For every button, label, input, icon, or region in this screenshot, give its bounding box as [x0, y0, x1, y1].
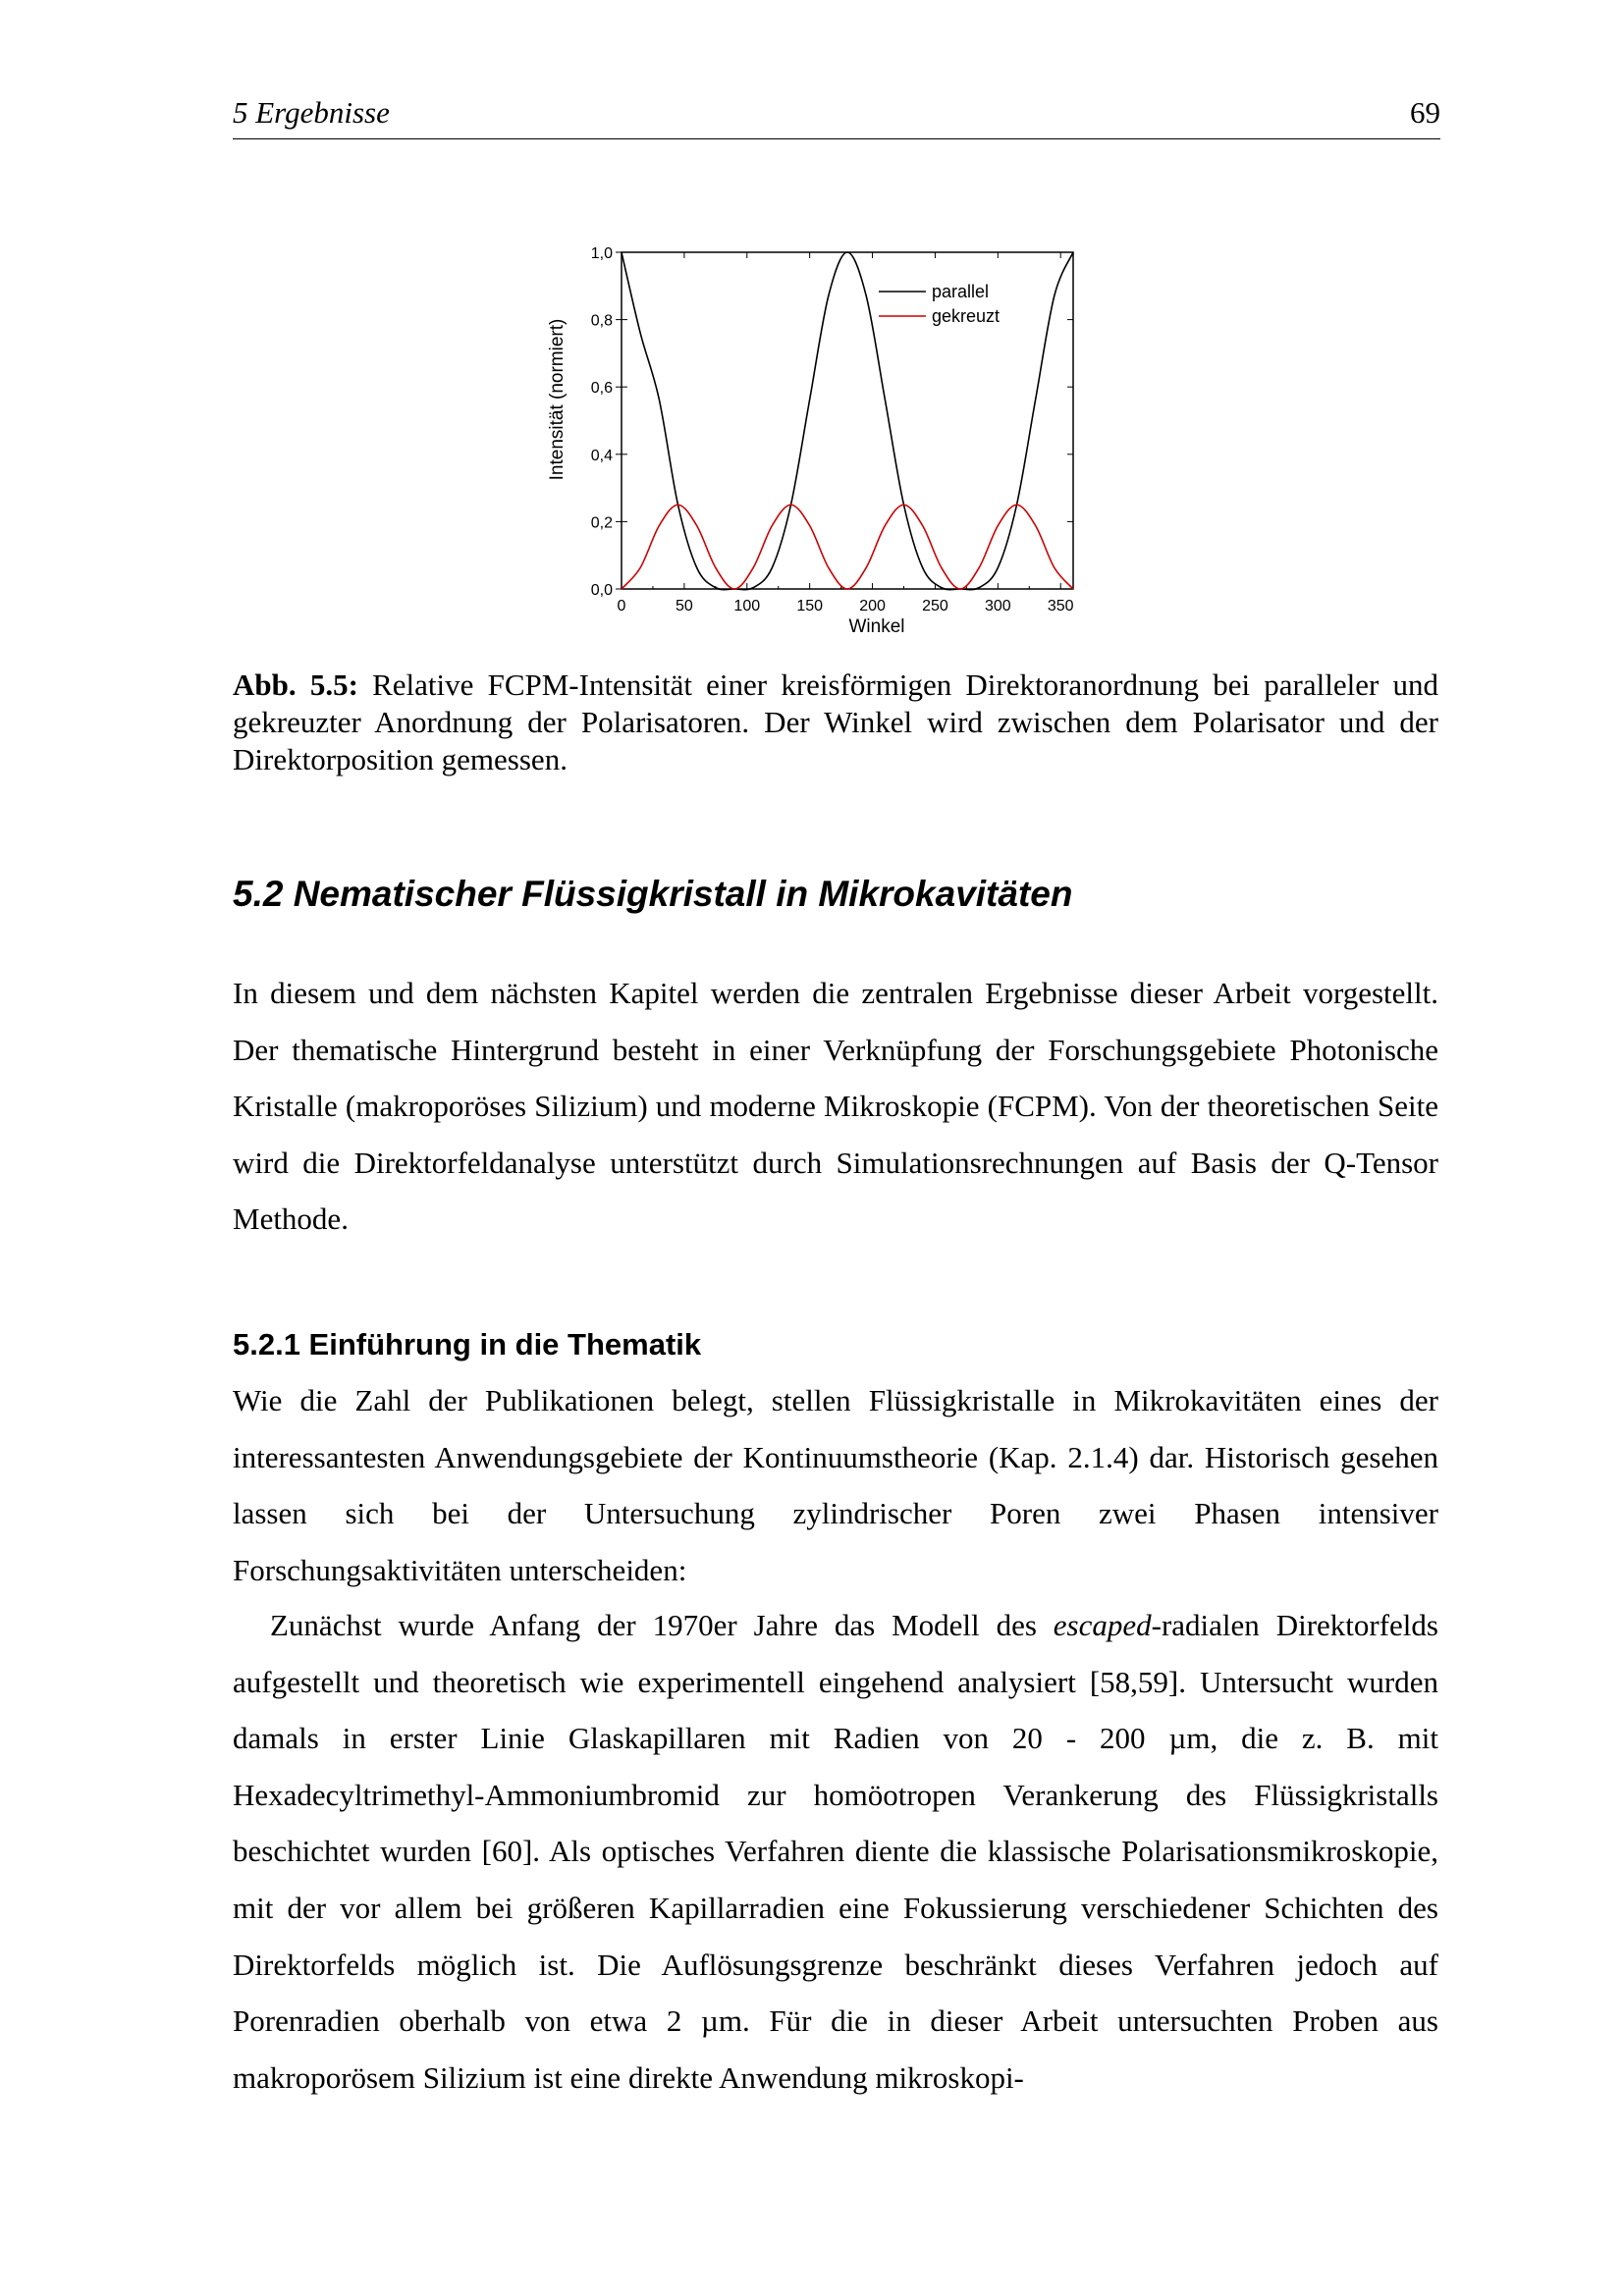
caption-label: Abb. 5.5:	[233, 667, 358, 702]
figure-caption	[233, 667, 1438, 778]
paragraph-2-italic-term: escaped	[1053, 1608, 1152, 1642]
x-axis-label: Winkel	[848, 616, 905, 637]
y-tick-label: 1,0	[590, 245, 613, 262]
x-tick-label: 0	[617, 598, 626, 614]
paragraph-2-start: Zunächst wurde Anfang der 1970er Jahre das Modell des	[270, 1608, 1054, 1642]
series-line-parallel	[622, 252, 1073, 590]
x-tick-label: 200	[859, 598, 886, 614]
page-number: 69	[1410, 95, 1440, 130]
x-tick-label: 250	[922, 598, 948, 614]
caption-text: Relative FCPM-Intensität einer kreisförmigen Direktoranordnung bei paralleler und gekreuzter Anordnung der Polarisatoren. Der Winkel wird zwischen dem Polarisator und der Direktorposition gemessen.	[233, 667, 1438, 776]
paragraph-2-rest: -radialen Direktorfelds aufgestellt und theoretisch wie experimentell eingehend analysiert [58,59]. Untersucht wurden damals in erster Linie Glaskapillaren mit Radien von 20 - 200 µm, die z. B. mit Hexadecyltrimethyl-Ammoniumbromid zur homöotropen Verankerung des Flüssigkristalls beschichtet wurden [60]. Als optisches Verfahren diente die klassische Polarisationsmikroskopie, mit der vor allem bei größeren Kapillarradien eine Fokussierung verschiedener Schichten des Direktorfelds möglich ist. Die Auflösungsgrenze beschränkt dieses Verfahren jedoch auf Porenradien oberhalb von etwa 2 µm. Für die in dieser Arbeit untersuchten Proben aus makroporösem Silizium ist eine direkte Anwendung mikroskopi-	[233, 1608, 1438, 2095]
running-header	[233, 93, 1440, 139]
y-tick-label: 0,8	[590, 312, 613, 330]
body-paragraph-1: Wie die Zahl der Publikationen belegt, stellen Flüssigkristalle in Mikrokavitäten eines der interessantesten Anwendungsgebiete der Kontinuumstheorie (Kap. 2.1.4) dar. Historisch gesehen lassen sich bei der Untersuchung zylindrischer Poren zwei Phasen intensiver Forschungsaktivitäten unterscheiden:	[233, 1383, 1438, 1587]
intensity-chart	[530, 236, 1100, 648]
subsection-heading: 5.2.1 Einführung in die Thematik	[233, 1327, 702, 1362]
chapter-title: 5 Ergebnisse	[233, 95, 390, 130]
plot-frame	[622, 252, 1073, 589]
y-tick-label: 0,0	[590, 582, 613, 599]
legend-label-gekreuzt: gekreuzt	[932, 306, 1001, 326]
y-tick-label: 0,6	[590, 380, 613, 398]
x-tick-label: 50	[675, 598, 693, 614]
figure-chart	[530, 236, 1100, 648]
section-heading: 5.2 Nematischer Flüssigkristall in Mikrokavitäten	[233, 874, 1073, 914]
x-tick-label: 300	[984, 598, 1011, 614]
y-tick-label: 0,2	[590, 514, 613, 532]
legend-label-parallel: parallel	[932, 282, 990, 301]
x-tick-label: 350	[1047, 598, 1074, 614]
x-tick-label: 150	[796, 598, 824, 614]
x-tick-label: 100	[733, 598, 761, 614]
body-paragraph-2	[233, 1597, 1438, 2106]
y-axis-label: Intensität (normiert)	[547, 318, 568, 481]
section-intro-paragraph: In diesem und dem nächsten Kapitel werden die zentralen Ergebnisse dieser Arbeit vorgestellt. Der thematische Hintergrund besteht in einer Verknüpfung der Forschungsgebiete Photonische Kristalle (makroporöses Silizium) und moderne Mikroskopie (FCPM). Von der theoretischen Seite wird die Direktorfeldanalyse unterstützt durch Simulationsrechnungen auf Basis der Q-Tensor Methode.	[233, 976, 1438, 1237]
y-tick-label: 0,4	[590, 447, 613, 464]
